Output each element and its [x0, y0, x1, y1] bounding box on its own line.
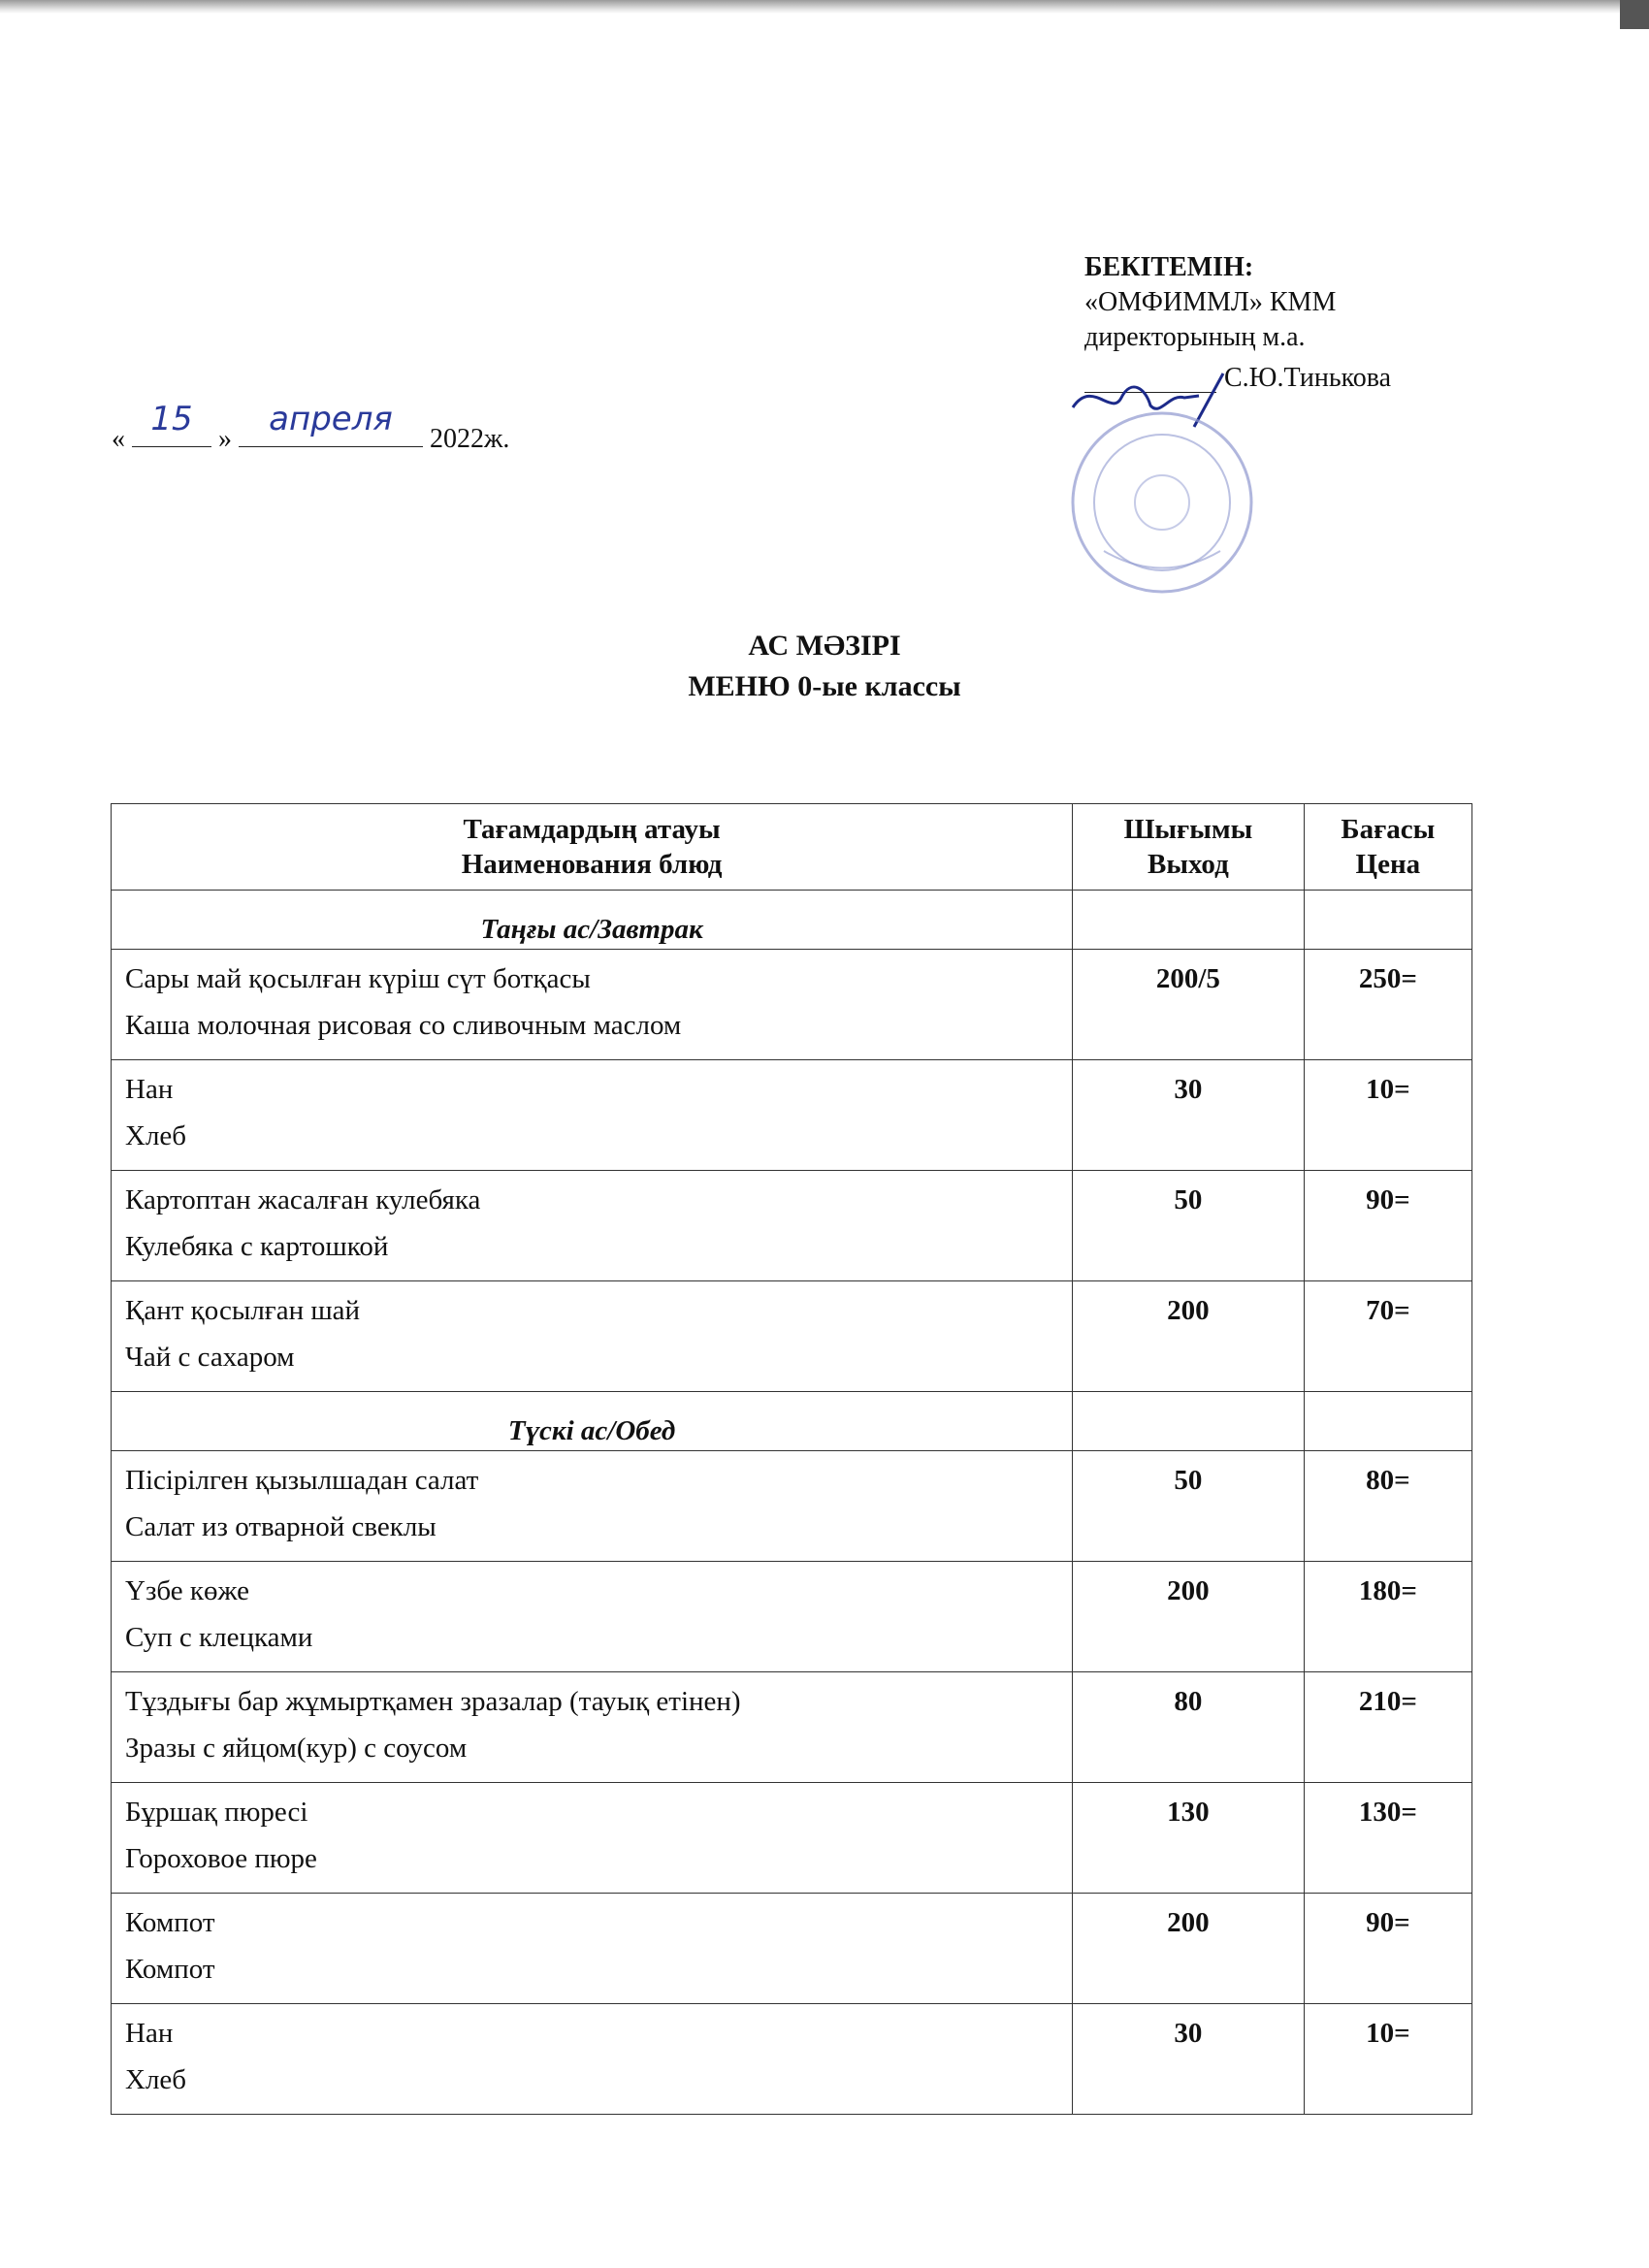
dish-price: 250= [1304, 950, 1471, 1060]
header-yield-ru: Выход [1148, 849, 1229, 880]
dish-price: 80= [1304, 1451, 1471, 1562]
document-title [0, 626, 1649, 707]
table-row [112, 2004, 1472, 2115]
date-day: 15 [150, 400, 193, 438]
dish-price: 180= [1304, 1562, 1471, 1672]
dish-price: 70= [1304, 1281, 1471, 1392]
dish-name-ru: Каша молочная рисовая со сливочным маслом [125, 1010, 682, 1041]
dish-name-cell [112, 1783, 1073, 1894]
dish-name-kz: Бұршақ пюресі [125, 1797, 308, 1828]
dish-name-kz: Пісірілген қызылшадан салат [125, 1465, 479, 1496]
dish-name-cell [112, 950, 1073, 1060]
dish-yield: 200 [1073, 1894, 1305, 2004]
approval-date [112, 400, 510, 455]
dish-yield: 50 [1073, 1451, 1305, 1562]
menu-table [111, 803, 1472, 2115]
official-stamp [1046, 405, 1278, 599]
header-yield [1073, 804, 1305, 891]
dish-name-kz: Тұздығы бар жұмыртқамен зразалар (тауық етінен) [125, 1686, 741, 1717]
dish-price: 130= [1304, 1783, 1471, 1894]
section-label: Түскі ас/Обед [112, 1392, 1073, 1451]
title-ru: МЕНЮ 0-ые классы [688, 670, 961, 702]
dish-name-cell [112, 1672, 1073, 1783]
dish-name-kz: Сары май қосылған күріш сүт ботқасы [125, 963, 591, 994]
approval-title: БЕКІТЕМІН: [1084, 252, 1254, 282]
table-row [112, 1060, 1472, 1171]
dish-name-ru: Хлеб [125, 2064, 187, 2095]
header-yield-kz: Шығымы [1123, 814, 1253, 845]
dish-yield: 200 [1073, 1562, 1305, 1672]
approval-position: директорының м.а. [1084, 322, 1306, 352]
table-header-row [112, 804, 1472, 891]
dish-name-kz: Нан [125, 2018, 174, 2049]
date-close-quote: » [218, 424, 232, 454]
dish-name-ru: Гороховое пюре [125, 1843, 317, 1874]
table-row [112, 1672, 1472, 1783]
table-row [112, 1894, 1472, 2004]
scan-edge [0, 0, 1649, 14]
header-dish-name-ru: Наименования блюд [461, 849, 723, 880]
empty-cell [1073, 891, 1305, 950]
table-row [112, 1281, 1472, 1392]
header-dish-name [112, 804, 1073, 891]
dish-name-kz: Үзбе көже [125, 1575, 250, 1606]
dish-yield: 30 [1073, 2004, 1305, 2115]
dish-yield: 50 [1073, 1171, 1305, 1281]
dish-name-ru: Салат из отварной свеклы [125, 1511, 436, 1542]
dish-price: 10= [1304, 2004, 1471, 2115]
signatory-name: С.Ю.Тинькова [1224, 363, 1392, 393]
empty-cell [1304, 1392, 1471, 1451]
dish-yield: 130 [1073, 1783, 1305, 1894]
table-row [112, 1783, 1472, 1894]
dish-name-cell [112, 1451, 1073, 1562]
dish-yield: 200 [1073, 1281, 1305, 1392]
dish-yield: 30 [1073, 1060, 1305, 1171]
header-price [1304, 804, 1471, 891]
dish-name-ru: Компот [125, 1954, 215, 1985]
dish-name-ru: Чай с сахаром [125, 1342, 295, 1373]
date-open-quote: « [112, 424, 125, 454]
table-row [112, 950, 1472, 1060]
section-row-breakfast [112, 891, 1472, 950]
empty-cell [1304, 891, 1471, 950]
menu-body [112, 891, 1472, 2115]
dish-name-ru: Кулебяка с картошкой [125, 1231, 389, 1262]
dish-name-cell [112, 1171, 1073, 1281]
title-kz: АС МӘЗІРІ [748, 630, 901, 662]
dish-name-ru: Хлеб [125, 1120, 187, 1151]
date-day-field [132, 400, 211, 447]
date-month: апреля [269, 400, 393, 438]
dish-name-cell [112, 1894, 1073, 2004]
empty-cell [1073, 1392, 1305, 1451]
dish-name-ru: Суп с клецками [125, 1622, 313, 1653]
date-month-field [239, 400, 423, 447]
table-row [112, 1171, 1472, 1281]
dish-price: 90= [1304, 1171, 1471, 1281]
dish-name-kz: Картоптан жасалған кулебяка [125, 1184, 481, 1215]
dish-price: 210= [1304, 1672, 1471, 1783]
table-row [112, 1562, 1472, 1672]
header-dish-name-kz: Тағамдардың атауы [463, 814, 721, 845]
dish-price: 10= [1304, 1060, 1471, 1171]
header-price-kz: Бағасы [1341, 814, 1436, 845]
dish-name-kz: Компот [125, 1907, 215, 1938]
dish-name-ru: Зразы с яйцом(кур) с соусом [125, 1733, 468, 1764]
dish-name-cell [112, 2004, 1073, 2115]
dish-name-cell [112, 1281, 1073, 1392]
dish-yield: 200/5 [1073, 950, 1305, 1060]
section-row-lunch [112, 1392, 1472, 1451]
dish-price: 90= [1304, 1894, 1471, 2004]
header-price-ru: Цена [1355, 849, 1421, 880]
approval-org: «ОМФИММЛ» КММ [1084, 287, 1337, 317]
dish-name-kz: Нан [125, 1074, 174, 1105]
dish-name-cell [112, 1562, 1073, 1672]
dish-yield: 80 [1073, 1672, 1305, 1783]
scan-corner [1620, 0, 1649, 29]
dish-name-kz: Қант қосылған шай [125, 1295, 361, 1326]
dish-name-cell [112, 1060, 1073, 1171]
date-year: 2022ж. [430, 424, 510, 454]
table-row [112, 1451, 1472, 1562]
section-label: Таңғы ас/Завтрак [112, 891, 1073, 950]
